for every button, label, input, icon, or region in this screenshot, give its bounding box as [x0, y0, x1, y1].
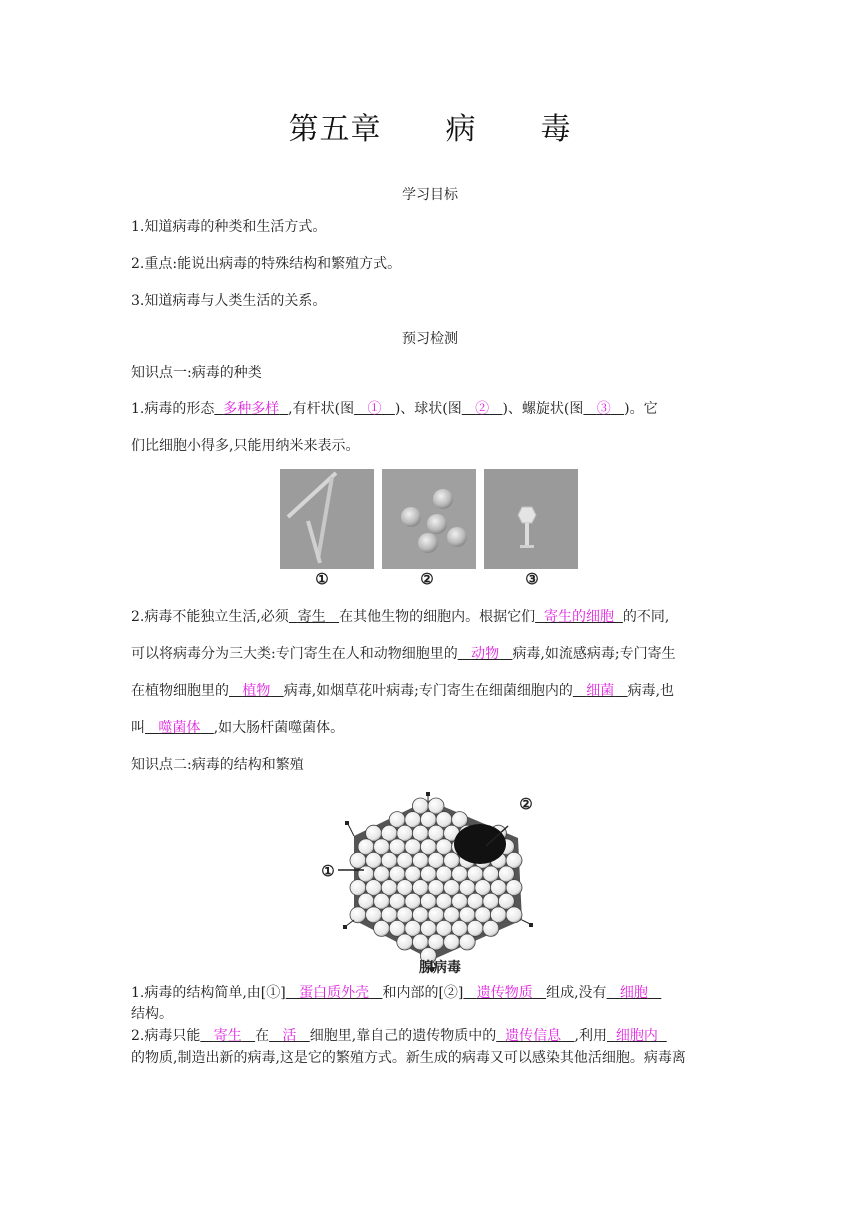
genetic-material-region: [454, 824, 506, 864]
kp2-q2-line2: 的物质,制造出新的病毒,这是它的繁殖方式。新生成的病毒又可以感染其他活细胞。病毒离: [131, 1050, 686, 1066]
diagram-label-1: ①: [321, 862, 335, 880]
figure-label-3: ③: [525, 570, 539, 588]
answer-blank: 细胞: [619, 985, 648, 1001]
answer-blank: ①: [367, 401, 382, 417]
kp1-q1-line1: 1.病毒的形态 多种多样 ,有杆状(图 ① )、球状(图 ② )、螺旋状(图 ③ )。它: [131, 401, 658, 417]
kp1-q2-line3: 在植物细胞里的 植物 病毒,如烟草花叶病毒;专门寄生在细菌细胞内的 细菌 病毒,也: [131, 683, 675, 699]
answer-blank: 蛋白质外壳: [299, 985, 370, 1001]
answer-blank: 噬菌体: [158, 720, 201, 736]
figure-label-1: ①: [315, 570, 329, 588]
capsomere: [374, 920, 390, 936]
answer-blank: 细胞内: [615, 1028, 658, 1044]
objective-item: 1.知道病毒的种类和生活方式。: [131, 219, 327, 235]
answer-blank: 寄生: [213, 1028, 242, 1044]
objective-item: 3.知道病毒与人类生活的关系。: [131, 293, 327, 309]
answer-blank: 寄生的细胞: [543, 609, 614, 625]
answer-blank: 细菌: [586, 683, 615, 699]
capsomere: [459, 934, 475, 950]
kp2-q1-line2: 结构。: [131, 1006, 173, 1022]
capsomere-grid: [350, 798, 522, 964]
chapter-title: [0, 104, 860, 148]
adenovirus-figure: [318, 792, 548, 972]
kp1-q2-line1: 2.病毒不能独立生活,必须 寄生 在其他生物的细胞内。根据它们 寄生的细胞 的不同,: [131, 609, 670, 625]
virus-shapes-figure: [280, 469, 578, 569]
title-char-1: 病: [445, 112, 477, 147]
kp1-heading: 知识点一:病毒的种类: [131, 365, 262, 381]
kp2-q1-line1: 1.病毒的结构简单,由[①] 蛋白质外壳 和内部的[②] 遗传物质 组成,没有 细胞: [131, 985, 648, 1001]
capsomere: [506, 907, 522, 923]
answer-blank: 活: [282, 1028, 297, 1044]
kp1-q2-line2: 可以将病毒分为三大类:专门寄生在人和动物细胞里的 动物 病毒,如流感病毒;专门寄生: [131, 646, 676, 662]
diagram-caption: 腺病毒: [419, 960, 461, 976]
answer-blank: 多种多样: [223, 401, 280, 417]
title-char-2: 毒: [540, 112, 572, 147]
answer-blank: 动物: [471, 646, 500, 662]
answer-blank: 寄生: [297, 609, 326, 625]
objective-item: 2.重点:能说出病毒的特殊结构和繁殖方式。: [131, 256, 402, 272]
figure-label-2: ②: [420, 570, 434, 588]
answer-blank: ③: [596, 401, 611, 417]
capsomere: [397, 934, 413, 950]
capsomere: [483, 920, 499, 936]
kp1-q2-line4: 叫 噬菌体 ,如大肠杆菌噬菌体。: [131, 720, 345, 736]
answer-blank: 植物: [242, 683, 271, 699]
adenovirus-diagram: [318, 792, 548, 972]
answer-blank: 遗传物质: [476, 985, 533, 1001]
kp2-q2-line1: 2.病毒只能 寄生 在 活 细胞里,靠自己的遗传物质中的 遗传信息 ,利用 细胞内: [131, 1028, 658, 1044]
kp2-heading: 知识点二:病毒的结构和繁殖: [131, 757, 304, 773]
virus-micrographs: [280, 469, 578, 569]
objectives-heading: 学习目标: [402, 187, 458, 203]
kp1-q1-line2: 们比细胞小得多,只能用纳米来表示。: [131, 438, 360, 454]
capsomere: [444, 934, 460, 950]
answer-blank: 遗传信息: [505, 1028, 562, 1044]
preview-heading: 预习检测: [402, 331, 458, 347]
answer-blank: ②: [475, 401, 490, 417]
capsomere: [350, 907, 366, 923]
diagram-label-2: ②: [519, 795, 533, 813]
rod-virus-panel: [280, 469, 374, 569]
title-chapter: 第五章: [288, 112, 382, 147]
